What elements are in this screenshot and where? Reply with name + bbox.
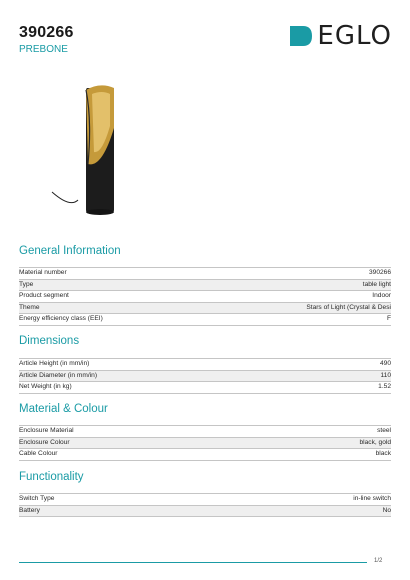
table-row (19, 280, 391, 292)
row-label: Product segment (19, 292, 69, 299)
table-lamp-image (40, 80, 160, 220)
eglo-logo-icon (290, 26, 312, 46)
row-label: Article Height (in mm/in) (19, 360, 90, 367)
table-row (19, 267, 391, 280)
row-label: Article Diameter (in mm/in) (19, 371, 98, 379)
row-value: 390266 (368, 269, 391, 276)
row-value: 1.52 (378, 383, 391, 390)
row-value: No (382, 506, 391, 514)
row-label: Energy efficiency class (EEI) (19, 315, 103, 322)
row-value: table light (362, 280, 391, 288)
functionality-table (19, 493, 391, 517)
footer-divider (19, 562, 367, 563)
table-row (19, 425, 391, 438)
table-row (19, 449, 391, 461)
article-number: 390266 (19, 24, 74, 41)
table-row (19, 382, 391, 394)
row-value: Indoor (372, 292, 391, 299)
row-value: black (375, 450, 391, 457)
material-colour-table (19, 425, 391, 461)
brand-name: EGLO (317, 21, 392, 51)
series-name: PREBONE (19, 44, 68, 55)
row-label: Battery (19, 506, 40, 514)
row-label: Theme (19, 303, 40, 311)
page-number: 1/2 (374, 558, 383, 564)
section-title-dimensions: Dimensions (19, 335, 80, 347)
row-value: black, gold (359, 438, 391, 446)
section-title-functionality: Functionality (19, 471, 84, 483)
row-label: Cable Colour (19, 450, 58, 457)
row-label: Net Weight (in kg) (19, 383, 72, 390)
table-row (19, 371, 391, 383)
row-label: Enclosure Colour (19, 438, 70, 446)
row-value: Stars of Light (Crystal & Desi (306, 303, 391, 311)
table-row (19, 291, 391, 303)
row-label: Material number (19, 269, 67, 276)
row-label: Enclosure Material (19, 427, 74, 434)
row-value: steel (377, 427, 391, 434)
document-header (19, 24, 74, 55)
table-row (19, 303, 391, 315)
table-row (19, 438, 391, 450)
dimensions-table (19, 358, 391, 394)
row-value: in-line switch (353, 495, 391, 502)
section-title-general: General Information (19, 245, 121, 257)
table-row (19, 314, 391, 326)
row-label: Type (19, 280, 34, 288)
table-row (19, 493, 391, 506)
table-row (19, 506, 391, 518)
general-info-table (19, 267, 391, 326)
table-row (19, 358, 391, 371)
section-title-material: Material & Colour (19, 403, 108, 415)
brand-logo (290, 21, 392, 51)
row-label: Switch Type (19, 495, 55, 502)
row-value: F (386, 315, 391, 322)
row-value: 490 (379, 360, 391, 367)
row-value: 110 (380, 371, 391, 379)
